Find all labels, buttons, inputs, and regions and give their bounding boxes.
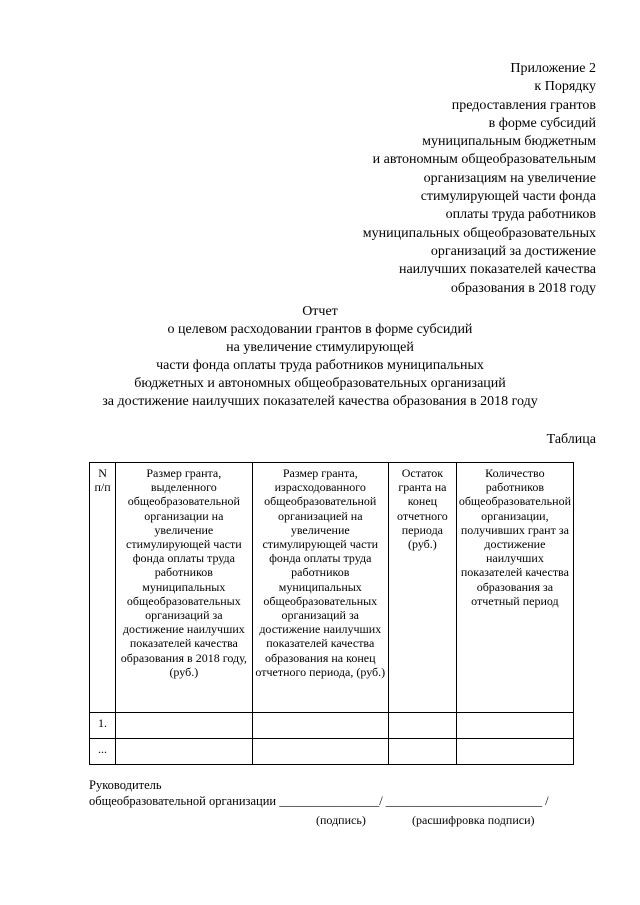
table-cell: ... xyxy=(90,739,116,765)
header-grant-remainder: Остаток гранта на конец отчетного периода (руб.) xyxy=(388,463,456,713)
header-grant-allocated: Размер гранта, выделенного общеобразовательной организации на увеличение стимулирующей части фонда оплаты труда работников муниципальных общеобразовательных организаций за достижение наилучших показателей качества образования в 2018 году, (руб.) xyxy=(116,463,252,713)
caption-signature: (подпись) xyxy=(316,813,366,827)
signature-block xyxy=(89,777,549,809)
header-number: N п/п xyxy=(90,463,116,713)
appendix-line: оплаты труда работников xyxy=(445,207,596,223)
report-title xyxy=(0,303,640,411)
title-line: бюджетных и автономных общеобразовательных организаций xyxy=(134,376,506,391)
appendix-line: предоставления грантов xyxy=(451,97,596,113)
table-cell xyxy=(252,713,388,739)
appendix-line: организациям на увеличение xyxy=(423,170,596,186)
appendix-line: стимулирующей части фонда xyxy=(420,189,596,205)
header-employee-count: Количество работников общеобразовательной организации, получивших грант за достижение наилучших показателей качества образования за отчетный период xyxy=(456,463,573,713)
appendix-line: наилучших показателей качества xyxy=(398,262,596,278)
appendix-line: к Порядку xyxy=(534,79,596,95)
header-grant-spent: Размер гранта, израсходованного общеобразовательной организацией на увеличение стимулирующей части фонда оплаты труда работников муниципальных общеобразовательных организаций за достижение наилучших показателей качества образования на конец отчетного периода, (руб.) xyxy=(252,463,388,713)
signature-role: Руководитель xyxy=(89,778,162,792)
table-cell: 1. xyxy=(90,713,116,739)
title-line: на увеличение стимулирующей xyxy=(226,340,414,355)
appendix-line: образования в 2018 году xyxy=(450,280,596,296)
table-row xyxy=(90,713,574,739)
signature-line: общеобразовательной организации ________________/ _________________________ / xyxy=(89,794,549,808)
appendix-line: муниципальным бюджетным xyxy=(422,134,596,150)
title-line: части фонда оплаты труда работников муниципальных xyxy=(156,358,484,373)
title-line: о целевом расходовании грантов в форме субсидий xyxy=(167,322,473,337)
table-row xyxy=(90,739,574,765)
appendix-block xyxy=(363,60,596,298)
appendix-line: и автономным общеобразовательным xyxy=(372,152,596,168)
appendix-line: Приложение 2 xyxy=(510,61,596,76)
table-cell xyxy=(456,713,573,739)
appendix-line: организаций за достижение xyxy=(430,243,596,259)
table-cell xyxy=(388,713,456,739)
table-cell xyxy=(116,739,252,765)
title-line: за достижение наилучших показателей качества образования в 2018 году xyxy=(102,394,538,409)
table-header-row xyxy=(90,463,574,713)
table-label: Таблица xyxy=(546,432,596,447)
appendix-line: в форме субсидий xyxy=(488,115,596,131)
table-cell xyxy=(456,739,573,765)
report-table xyxy=(89,462,574,765)
caption-signature-decode: (расшифровка подписи) xyxy=(412,813,535,827)
title-line: Отчет xyxy=(302,304,338,319)
table-cell xyxy=(252,739,388,765)
table-cell xyxy=(116,713,252,739)
appendix-line: муниципальных общеобразовательных xyxy=(362,225,596,241)
table-cell xyxy=(388,739,456,765)
